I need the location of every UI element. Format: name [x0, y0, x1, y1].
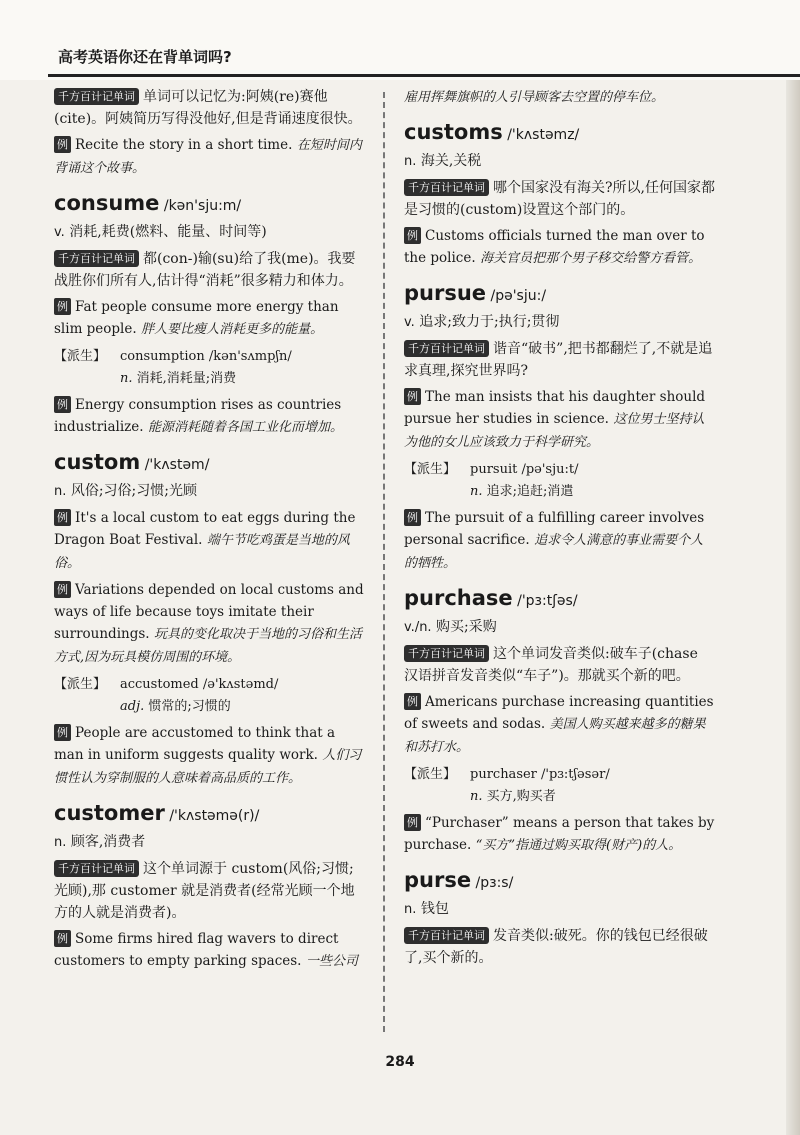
phonetic: /pə'sju:/ — [490, 288, 547, 304]
phonetic: /'kʌstəmə(r)/ — [169, 808, 260, 824]
derivative-definition — [120, 368, 364, 390]
derivative-word: accustomed /ə'kʌstəmd/ — [120, 677, 279, 692]
mnemonic-block — [54, 86, 364, 130]
example-en: Recite the story in a short time. — [75, 137, 293, 153]
example-tag: 例 — [404, 814, 421, 831]
example-tag: 例 — [54, 136, 71, 153]
book-title: 高考英语你还在背单词吗? — [58, 48, 232, 66]
derivative-definition — [470, 786, 716, 808]
derivative-definition-text: 惯常的;习惯的 — [148, 699, 231, 714]
example-block — [54, 394, 364, 439]
definition — [404, 311, 716, 334]
derivative-definition-text: 买方,购买者 — [486, 789, 556, 804]
definition — [54, 831, 364, 854]
mnemonic-tag: 千方百计记单词 — [404, 927, 489, 944]
mnemonic-tag: 千方百计记单词 — [54, 250, 139, 267]
example-tag: 例 — [54, 396, 71, 413]
example-tag: 例 — [54, 509, 71, 526]
example-tag: 例 — [404, 693, 421, 710]
derivative-definition-text: 追求;追赶;消遣 — [486, 484, 574, 499]
part-of-speech: n. — [404, 902, 417, 917]
example-block — [54, 296, 364, 341]
example-tag: 例 — [54, 930, 71, 947]
example-zh: 人们习惯性认为穿制服的人意味着高品质的工作。 — [54, 748, 362, 786]
example-block — [404, 507, 716, 575]
derivative-block — [404, 458, 716, 503]
derivative-label: 【派生】 — [54, 677, 107, 692]
derivative-block — [54, 673, 364, 718]
example-en: The pursuit of a fulfilling career involves personal sacrifice. — [404, 510, 705, 548]
example-zh: 追求令人满意的事业需要个人的牺牲。 — [404, 533, 704, 571]
part-of-speech: v. — [404, 315, 415, 330]
derivative-label: 【派生】 — [54, 349, 107, 364]
example-en: Americans purchase increasing quantities of sweets and sodas. — [404, 694, 714, 732]
mnemonic-tag: 千方百计记单词 — [404, 179, 489, 196]
header-rule — [48, 74, 800, 77]
example-block — [404, 386, 716, 454]
entry-customer — [54, 798, 364, 831]
part-of-speech: adj. — [120, 699, 145, 714]
entry-pursue — [404, 278, 716, 311]
example-tag: 例 — [404, 509, 421, 526]
entry-custom — [54, 447, 364, 480]
page-edge — [786, 80, 800, 1135]
definition-text: 钱包 — [420, 901, 449, 917]
derivative-word: consumption /kən'sʌmpʃn/ — [120, 349, 292, 364]
example-block — [54, 579, 364, 669]
mnemonic-text: 这个单词发音类似:破车子(chase 汉语拼音发音类似“车子”)。那就买个新的吧。 — [404, 646, 698, 684]
entry-purchase — [404, 583, 716, 616]
definition — [404, 150, 716, 173]
example-continuation — [404, 86, 716, 109]
column-divider — [383, 92, 385, 1032]
example-block — [404, 812, 716, 857]
part-of-speech: n. — [120, 371, 133, 386]
example-zh: 雇用挥舞旗帜的人引导顾客去空置的停车位。 — [404, 90, 665, 105]
example-block — [54, 722, 364, 790]
headword: consume — [54, 191, 160, 215]
definition — [404, 898, 716, 921]
example-tag: 例 — [404, 227, 421, 244]
left-column — [54, 86, 364, 977]
mnemonic-tag: 千方百计记单词 — [54, 860, 139, 877]
mnemonic-block — [404, 338, 716, 382]
phonetic: /kən'sju:m/ — [163, 198, 242, 214]
mnemonic-block — [404, 177, 716, 221]
part-of-speech: n. — [54, 484, 67, 499]
headword: purse — [404, 868, 472, 892]
example-zh: 海关官员把那个男子移交给警方看管。 — [480, 251, 702, 266]
mnemonic-block — [404, 643, 716, 687]
derivative-word: pursuit /pə'sju:t/ — [470, 462, 579, 477]
entry-purse — [404, 865, 716, 898]
part-of-speech: n. — [54, 835, 67, 850]
example-tag: 例 — [54, 724, 71, 741]
definition — [54, 480, 364, 503]
example-en: Fat people consume more energy than slim people. — [54, 299, 339, 337]
example-block — [404, 691, 716, 759]
definition-text: 海关,关税 — [420, 153, 482, 169]
example-zh: 在短时间内背诵这个故事。 — [54, 138, 362, 176]
example-zh: 胖人要比瘦人消耗更多的能量。 — [141, 322, 324, 337]
definition-text: 追求;致力于;执行;贯彻 — [419, 314, 560, 330]
example-zh: 玩具的变化取决于当地的习俗和生活方式,因为玩具模仿周围的环境。 — [54, 627, 363, 665]
headword: customer — [54, 801, 165, 825]
example-zh: “买方”指通过购买取得(财产)的人。 — [475, 838, 682, 853]
example-zh: 一些公司 — [305, 954, 358, 969]
example-en: Energy consumption rises as countries industrialize. — [54, 397, 342, 435]
example-zh: 端午节吃鸡蛋是当地的风俗。 — [54, 533, 350, 571]
definition-text: 风俗;习俗;习惯;光顾 — [70, 483, 197, 499]
headword: custom — [54, 450, 141, 474]
example-en: It's a local custom to eat eggs during the Dragon Boat Festival. — [54, 510, 356, 548]
mnemonic-text: 这个单词源于 custom(风俗;习惯;光顾),那 customer 就是消费者(经常光顾一个地方的人就是消费者)。 — [54, 861, 355, 921]
definition — [404, 616, 716, 639]
right-column — [404, 86, 716, 973]
example-tag: 例 — [54, 298, 71, 315]
example-block — [54, 507, 364, 575]
entry-customs — [404, 117, 716, 150]
example-zh: 能源消耗随着各国工业化而增加。 — [148, 420, 344, 435]
part-of-speech: v./n. — [404, 620, 432, 635]
headword: customs — [404, 120, 503, 144]
definition-text: 消耗,耗费(燃料、能量、时间等) — [69, 224, 267, 240]
example-en: Customs officials turned the man over to the police. — [404, 228, 705, 266]
mnemonic-text: 单词可以记忆为:阿姨(re)赛他(cite)。阿姨简历写得没他好,但是背诵速度很快。 — [54, 89, 362, 127]
example-block — [54, 134, 364, 180]
derivative-definition-text: 消耗,消耗量;消费 — [136, 371, 237, 386]
example-tag: 例 — [54, 581, 71, 598]
mnemonic-text: 发音类似:破死。你的钱包已经很破了,买个新的。 — [404, 928, 708, 966]
derivative-definition — [470, 481, 716, 503]
example-block — [54, 928, 364, 973]
mnemonic-block — [404, 925, 716, 969]
entry-consume — [54, 188, 364, 221]
derivative-block — [54, 345, 364, 390]
part-of-speech: n. — [470, 484, 483, 499]
derivative-block — [404, 763, 716, 808]
phonetic: /'kʌstəm/ — [144, 457, 210, 473]
example-en: The man insists that his daughter should pursue her studies in science. — [404, 389, 706, 427]
example-zh: 美国人购买越来越多的糖果和苏打水。 — [404, 717, 706, 755]
example-zh: 这位男士坚持认为他的女儿应该致力于科学研究。 — [404, 412, 705, 450]
example-en: People are accustomed to think that a man in uniform suggests quality work. — [54, 725, 336, 763]
page-number: 284 — [385, 1054, 415, 1070]
phonetic: /pɜ:s/ — [475, 875, 514, 891]
derivative-label: 【派生】 — [404, 767, 457, 782]
definition — [54, 221, 364, 244]
part-of-speech: v. — [54, 225, 65, 240]
phonetic: /'pɜ:tʃəs/ — [517, 593, 578, 609]
derivative-definition — [120, 696, 364, 718]
example-en: Some firms hired flag wavers to direct customers to empty parking spaces. — [54, 931, 339, 969]
definition-text: 购买;采购 — [436, 619, 497, 635]
mnemonic-tag: 千方百计记单词 — [54, 88, 139, 105]
mnemonic-tag: 千方百计记单词 — [404, 340, 489, 357]
headword: purchase — [404, 586, 513, 610]
mnemonic-text: 谐音“破书”,把书都翻烂了,不就是追求真理,探究世界吗? — [404, 341, 713, 379]
example-en: “Purchaser” means a person that takes by purchase. — [404, 815, 715, 853]
headword: pursue — [404, 281, 487, 305]
phonetic: /'kʌstəmz/ — [507, 127, 580, 143]
mnemonic-text: 哪个国家没有海关?所以,任何国家都是习惯的(custom)设置这个部门的。 — [404, 180, 715, 218]
mnemonic-block — [54, 248, 364, 292]
derivative-label: 【派生】 — [404, 462, 457, 477]
definition-text: 顾客,消费者 — [70, 834, 146, 850]
derivative-word: purchaser /'pɜ:tʃəsər/ — [470, 767, 610, 782]
example-en: Variations depended on local customs and ways of life because toys imitate their surroundings. — [54, 582, 364, 642]
example-block — [404, 225, 716, 270]
mnemonic-text: 都(con-)输(su)给了我(me)。我要战胜你们所有人,估计得“消耗”很多精力和体力。 — [54, 251, 356, 289]
page-header — [0, 0, 800, 80]
part-of-speech: n. — [470, 789, 483, 804]
example-tag: 例 — [404, 388, 421, 405]
part-of-speech: n. — [404, 154, 417, 169]
mnemonic-block — [54, 858, 364, 924]
mnemonic-tag: 千方百计记单词 — [404, 645, 489, 662]
